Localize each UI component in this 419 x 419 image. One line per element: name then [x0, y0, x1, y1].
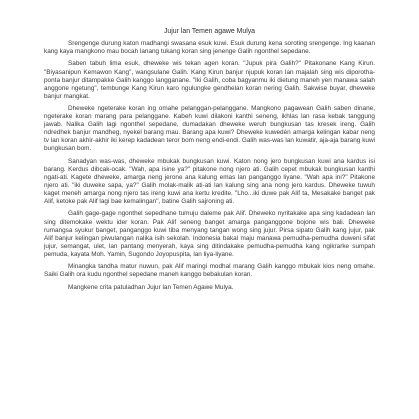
paragraph-4: Sanadyan was-was, dheweke mbukak bungkusan kuwi. Katon nong jero bungkusan kuwi ana kardus isi barang. Kerdus dibcak-ocak. "Wah, apa isine ya?" pitakone nong njero ati. Galih cepet mbukak bungkusan kanthi ngati-ati. Kagete dheweke, amarga neng jerone ana kalung emas lan panganggo liyane. "Wah apa ini?" Pitakone njero ati. "iki duweke sapa, ya?" Galih molak-malik ati-ati lan kalung sing ana nong jero kardus. Dheweke tuwuh kaget meneh amarga nong njero tas ireng kuwi ana kertu kredite. "Lho...iki duwe pak Alif ta, Mesakake banget pak Alif, ketoke pak Alif lagi bae kemalingan", batine Galih sajroning ati.	[44, 157, 375, 206]
paragraph-1: Srengenge durung katon madhangi swasana esuk kuwi. Esuk durung kena soroting srengenge. Ing kaanan kang kaya mangkono mau bocah lanang tukang koran sing jenenge Galih ngonthel sepedane.	[44, 40, 375, 56]
paragraph-6: Minangka tandha matur nuwun, pak Alif maringi modhal marang Galih kanggo mbukak kios neng omahe. Saiki Galih ora kudu ngonthel sepedane maneh kanggo bebakulan koran.	[44, 263, 375, 279]
paragraph-3: Dheweke ngeterake koran ing omahe pelanggan-pelanggane. Mangkono pagawean Galih saben dinane, ngeterake koran marang para pelanggane. Kabeh kuwi dilakoni kanthi seneng, ikhlas lan rasa kebak tanggung jawab. Nalika Galih lagi ngonthel sepedane, dumadakan dheweke weruh bungkusan tas kresek ireng. Galih ndredhek banjur mandheg, nyekel barang mau. Barang apa kuwi? Dheweke kuwedén amarga kelingan kabar neng tv lan koran akhir-akhir iki kerep kadadean teror bom neng endi-endi. Galih was-was lan kuwatir, aja-aja barang kuwi bungkusan bom.	[44, 105, 375, 153]
paragraph-2: Saben tabuh lima esuk, dheweke wis tekan agen koran. "Jupuk pira Galih?" Pitakonane Kang Kirun. "Biyasanipun Kemawon Kang", wangsulane Galih. Kang Kirun banjur njupuk koran lan majalah sing wis diporotha-ponta banjur ditampakke Galih kanggo langganane. "Iki Galih, coba bagyanmu iki dietung maneh yen manawa salah anggone ngetung", tembunge Kang Kirun karo ngulungke gendhelan koran nering Galih. Sakwise buyar, dheweke banjur mangkat.	[44, 60, 375, 100]
document-title: Jujur lan Temen agawe Mulya	[163, 28, 256, 35]
paragraph-5: Galih gage-gage ngonthel sepedhane tumuju daleme pak Alif. Dheweko nyritakake apa sing kadadean lan sing ditemokake wektu ider koran. Pak Alif seneng banget amarga panganggone bojone wis bali. Dheweke rumangsa syukur banget, panganggo kuwi tiba menyang tangan wong sing jujur. Pirsa sipato Galih kang jujur, pak Alif banjur kelingan piwulangan nalika isih sekolah. Indonesia bakal maju manawa pemudha-pemudha duweni sifat jujur, semangat, ulet, lan pantang menyerah, kaya sing ditindakake pemudha-pemudha kang ngikrarke sumpah pemuda, kayata Moh. Yamin, Sugondo Joyopuspita, lan liya-liyane.	[44, 210, 375, 258]
paragraph-7: Mangkene crita patuladhan Jujur lan Temen Agawe Mulya.	[68, 283, 234, 291]
